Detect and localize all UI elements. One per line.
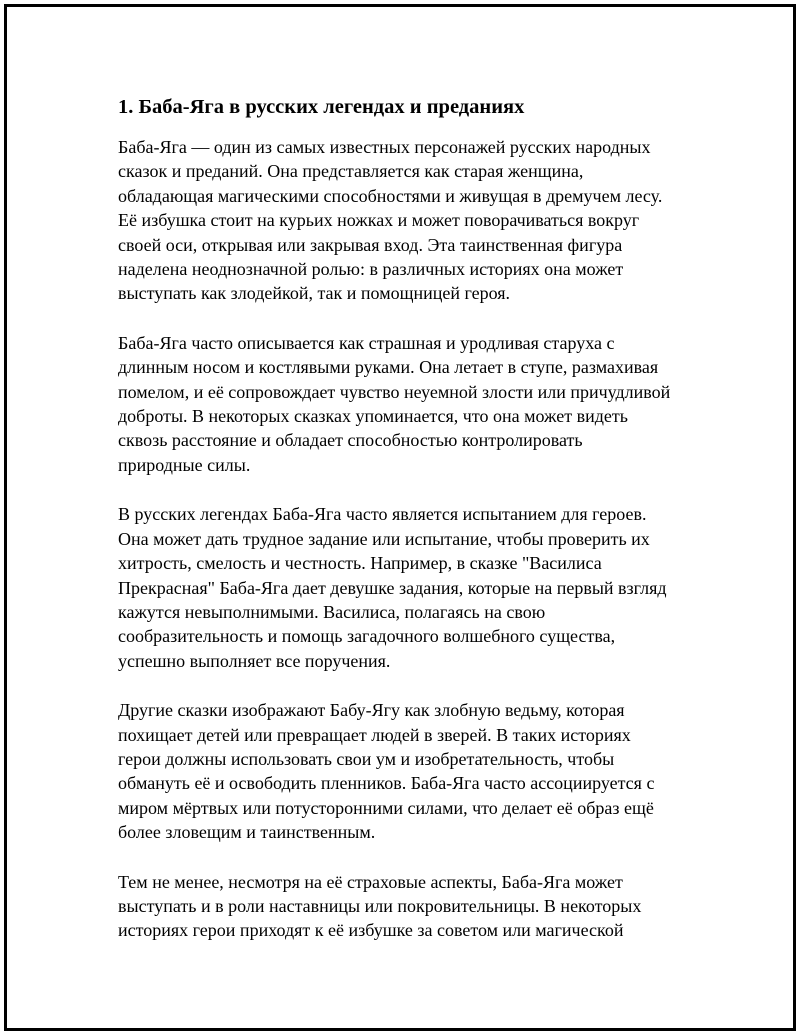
paragraph <box>118 502 708 673</box>
text-line: сообразительность и помощь загадочного волшебного существа, <box>118 626 616 647</box>
text-line: обмануть её и освободить пленников. Баба-Яга часто ассоциируется с <box>118 773 655 794</box>
text-line: сказок и преданий. Она представляется как старая женщина, <box>118 161 584 182</box>
text-line: длинным носом и костлявыми руками. Она летает в ступе, размахивая <box>118 357 659 378</box>
text-line: Баба-Яга — один из самых известных персонажей русских народных <box>118 137 651 157</box>
text-line: выступать и в роли наставницы или покровительницы. В некоторых <box>118 895 642 916</box>
text-line: В русских легендах Баба-Яга часто является испытанием для героев. <box>118 504 647 525</box>
text-line: наделена неоднозначной ролью: в различных историях она может <box>118 259 624 280</box>
text-line: обладающая магическими способностями и живущая в дремучем лесу. <box>118 185 663 206</box>
text-line: своей оси, открывая или закрывая вход. Эта таинственная фигура <box>118 234 623 255</box>
text-line: историях герои приходят к её избушке за советом или магической <box>118 920 624 941</box>
paragraph <box>118 135 708 306</box>
text-line: доброты. В некоторых сказках упоминается, что она может видеть <box>118 406 628 427</box>
text-line: сквозь расстояние и обладает способностью контролировать <box>118 430 583 451</box>
text-line: кажутся невыполнимыми. Василиса, полагаясь на свою <box>118 601 546 622</box>
text-line: Прекрасная" Баба-Яга дает девушке задания, которые на первый взгляд <box>118 577 667 598</box>
text-line: миром мёртвых или потусторонними силами, что делает её образ ещё <box>118 797 654 818</box>
text-line: успешно выполняет все поручения. <box>118 650 391 671</box>
text-line: выступать как злодейкой, так и помощницей героя. <box>118 283 511 304</box>
text-line: похищает детей или превращает людей в зверей. В таких историях <box>118 724 631 745</box>
section-heading: 1. Баба-Яга в русских легендах и преданиях <box>118 96 525 118</box>
text-line: природные силы. <box>118 454 251 475</box>
paragraph <box>118 698 708 844</box>
text-line: более зловещим и таинственным. <box>118 822 376 843</box>
text-line: Другие сказки изображают Бабу-Ягу как злобную ведьму, которая <box>118 700 625 721</box>
text-line: помелом, и её сопровождает чувство неуемной злости или причудливой <box>118 381 671 402</box>
text-line: хитрость, смелость и честность. Например, в сказке "Василиса <box>118 553 602 574</box>
text-line: Тем не менее, несмотря на её страховые аспекты, Баба-Яга может <box>118 871 623 892</box>
text-line: Баба-Яга часто описывается как страшная и уродливая старуха с <box>118 332 615 353</box>
text-line: Она может дать трудное задание или испытание, чтобы проверить их <box>118 528 650 549</box>
paragraph <box>118 331 708 477</box>
text-line: герои должны использовать свои ум и изобретательность, чтобы <box>118 748 615 769</box>
paragraph <box>118 870 708 943</box>
document-body <box>118 94 708 968</box>
text-line: Её избушка стоит на курьих ножках и может поворачиваться вокруг <box>118 210 640 231</box>
